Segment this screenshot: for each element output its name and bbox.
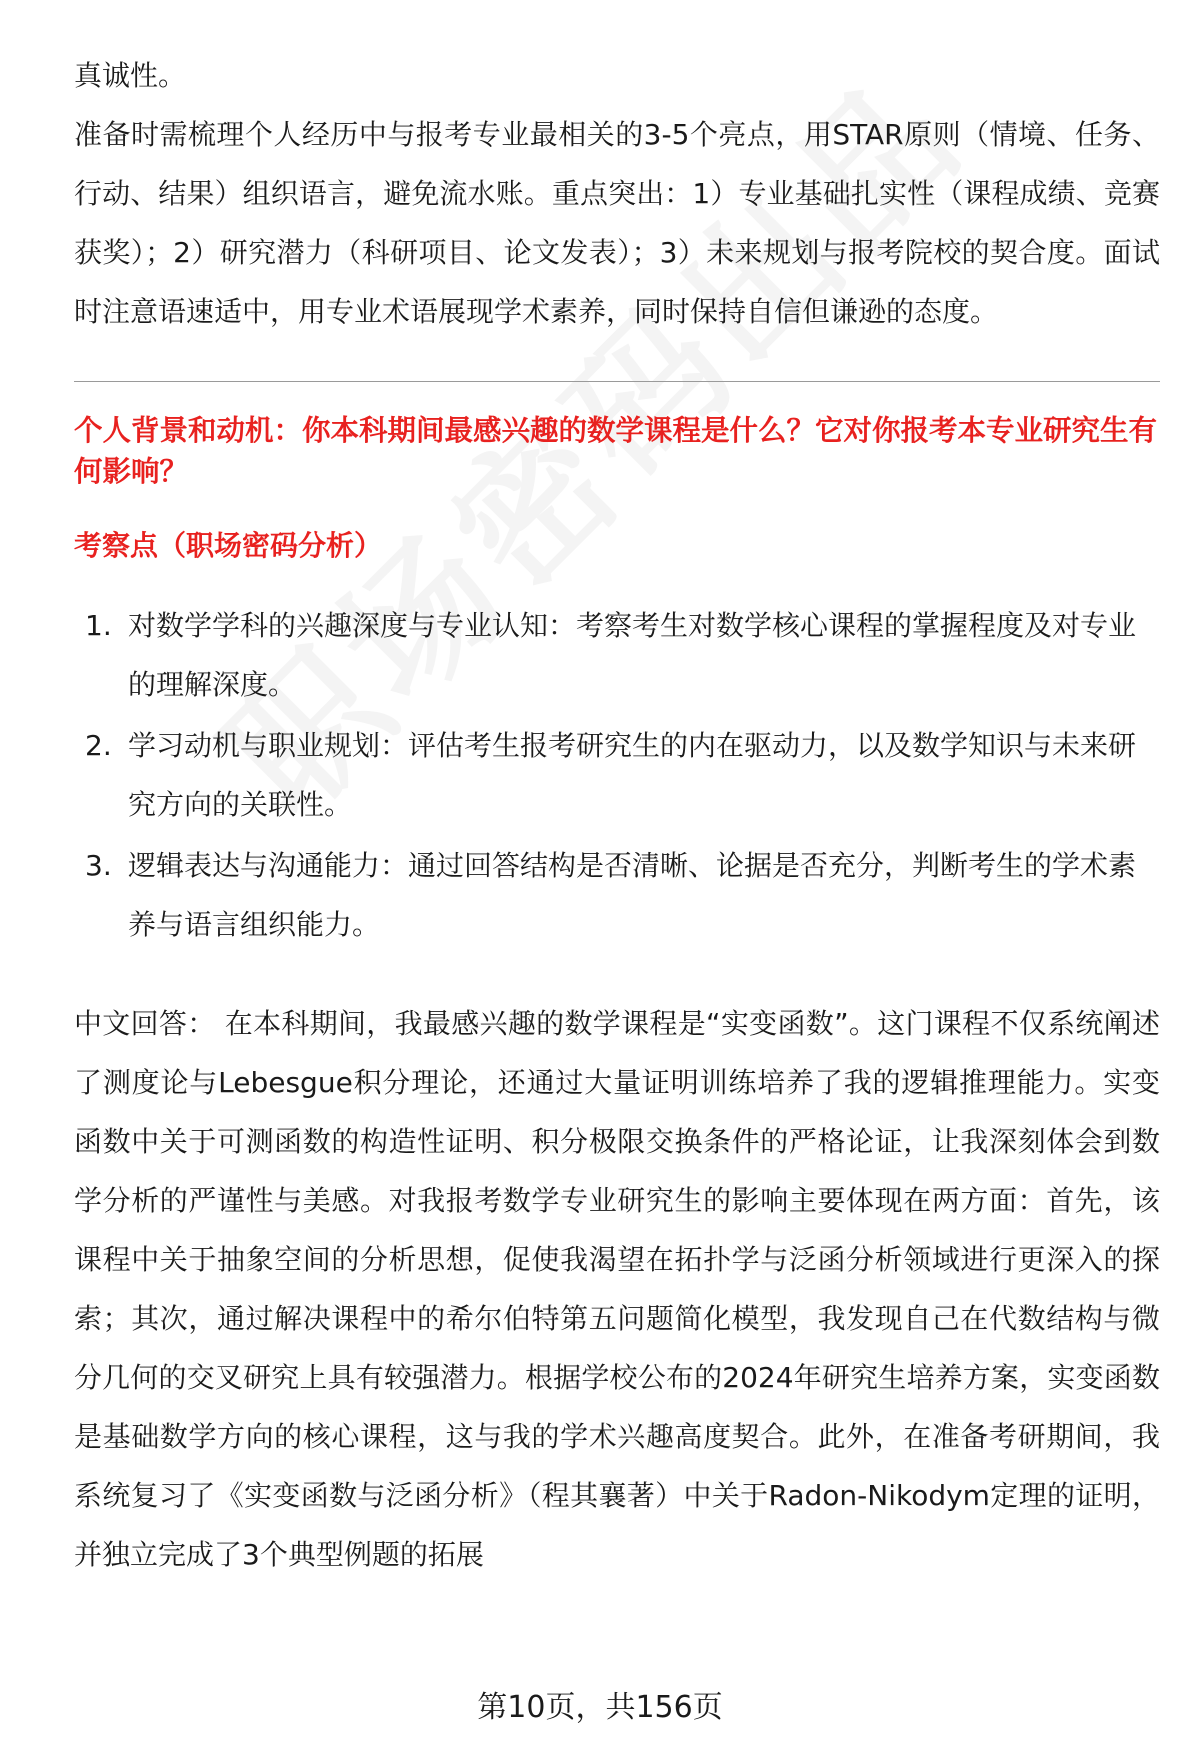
section-title: 考察点（职场密码分析） xyxy=(74,529,383,562)
list-number: 3. xyxy=(85,849,112,882)
section-divider xyxy=(74,381,1160,382)
intro-line: 真诚性。 xyxy=(74,59,187,92)
list-item-text: 逻辑表达与沟通能力：通过回答结构是否清晰、论据是否充分，判断考生的学术素养与语言组织能力。 xyxy=(128,849,1137,941)
page-footer: 第10页，共156页 xyxy=(477,1690,723,1725)
key-points-list xyxy=(74,596,1160,954)
list-item xyxy=(74,596,1160,714)
list-number: 1. xyxy=(85,609,112,642)
list-item-text: 学习动机与职业规划：评估考生报考研究生的内在驱动力，以及数学知识与未来研究方向的关联性。 xyxy=(128,729,1137,821)
list-item-text: 对数学学科的兴趣深度与专业认知：考察考生对数学核心课程的掌握程度及对专业的理解深度。 xyxy=(128,609,1137,701)
answer-paragraph: 中文回答： 在本科期间，我最感兴趣的数学课程是“实变函数”。这门课程不仅系统阐述了测度论与Lebesgue积分理论，还通过大量证明训练培养了我的逻辑推理能力。实变函数中关于可测函数的构造性证明、积分极限交换条件的严格论证，让我深刻体会到数学分析的严谨性与美感。对我报考数学专业研究生的影响主要体现在两方面：首先，该课程中关于抽象空间的分析思想，促使我渴望在拓扑学与泛函分析领域进行更深入的探索；其次，通过解决课程中的希尔伯特第五问题简化模型，我发现自己在代数结构与微分几何的交叉研究上具有较强潜力。根据学校公布的2024年研究生培养方案，实变函数是基础数学方向的核心课程，这与我的学术兴趣高度契合。此外，在准备考研期间，我系统复习了《实变函数与泛函分析》（程其襄著）中关于Radon-Nikodym定理的证明，并独立完成了3个典型例题的拓展 xyxy=(74,1007,1160,1571)
document-page xyxy=(74,46,1160,1584)
list-item xyxy=(74,716,1160,834)
question-heading: 个人背景和动机：你本科期间最感兴趣的数学课程是什么？它对你报考本专业研究生有何影响？ xyxy=(74,414,1158,488)
intro-paragraph: 准备时需梳理个人经历中与报考专业最相关的3-5个亮点，用STAR原则（情境、任务、行动、结果）组织语言，避免流水账。重点突出：1）专业基础扎实性（课程成绩、竞赛获奖）；2）研究潜力（科研项目、论文发表）；3）未来规划与报考院校的契合度。面试时注意语速适中，用专业术语展现学术素养，同时保持自信但谦逊的态度。 xyxy=(74,118,1160,328)
list-number: 2. xyxy=(85,729,112,762)
list-item xyxy=(74,836,1160,954)
